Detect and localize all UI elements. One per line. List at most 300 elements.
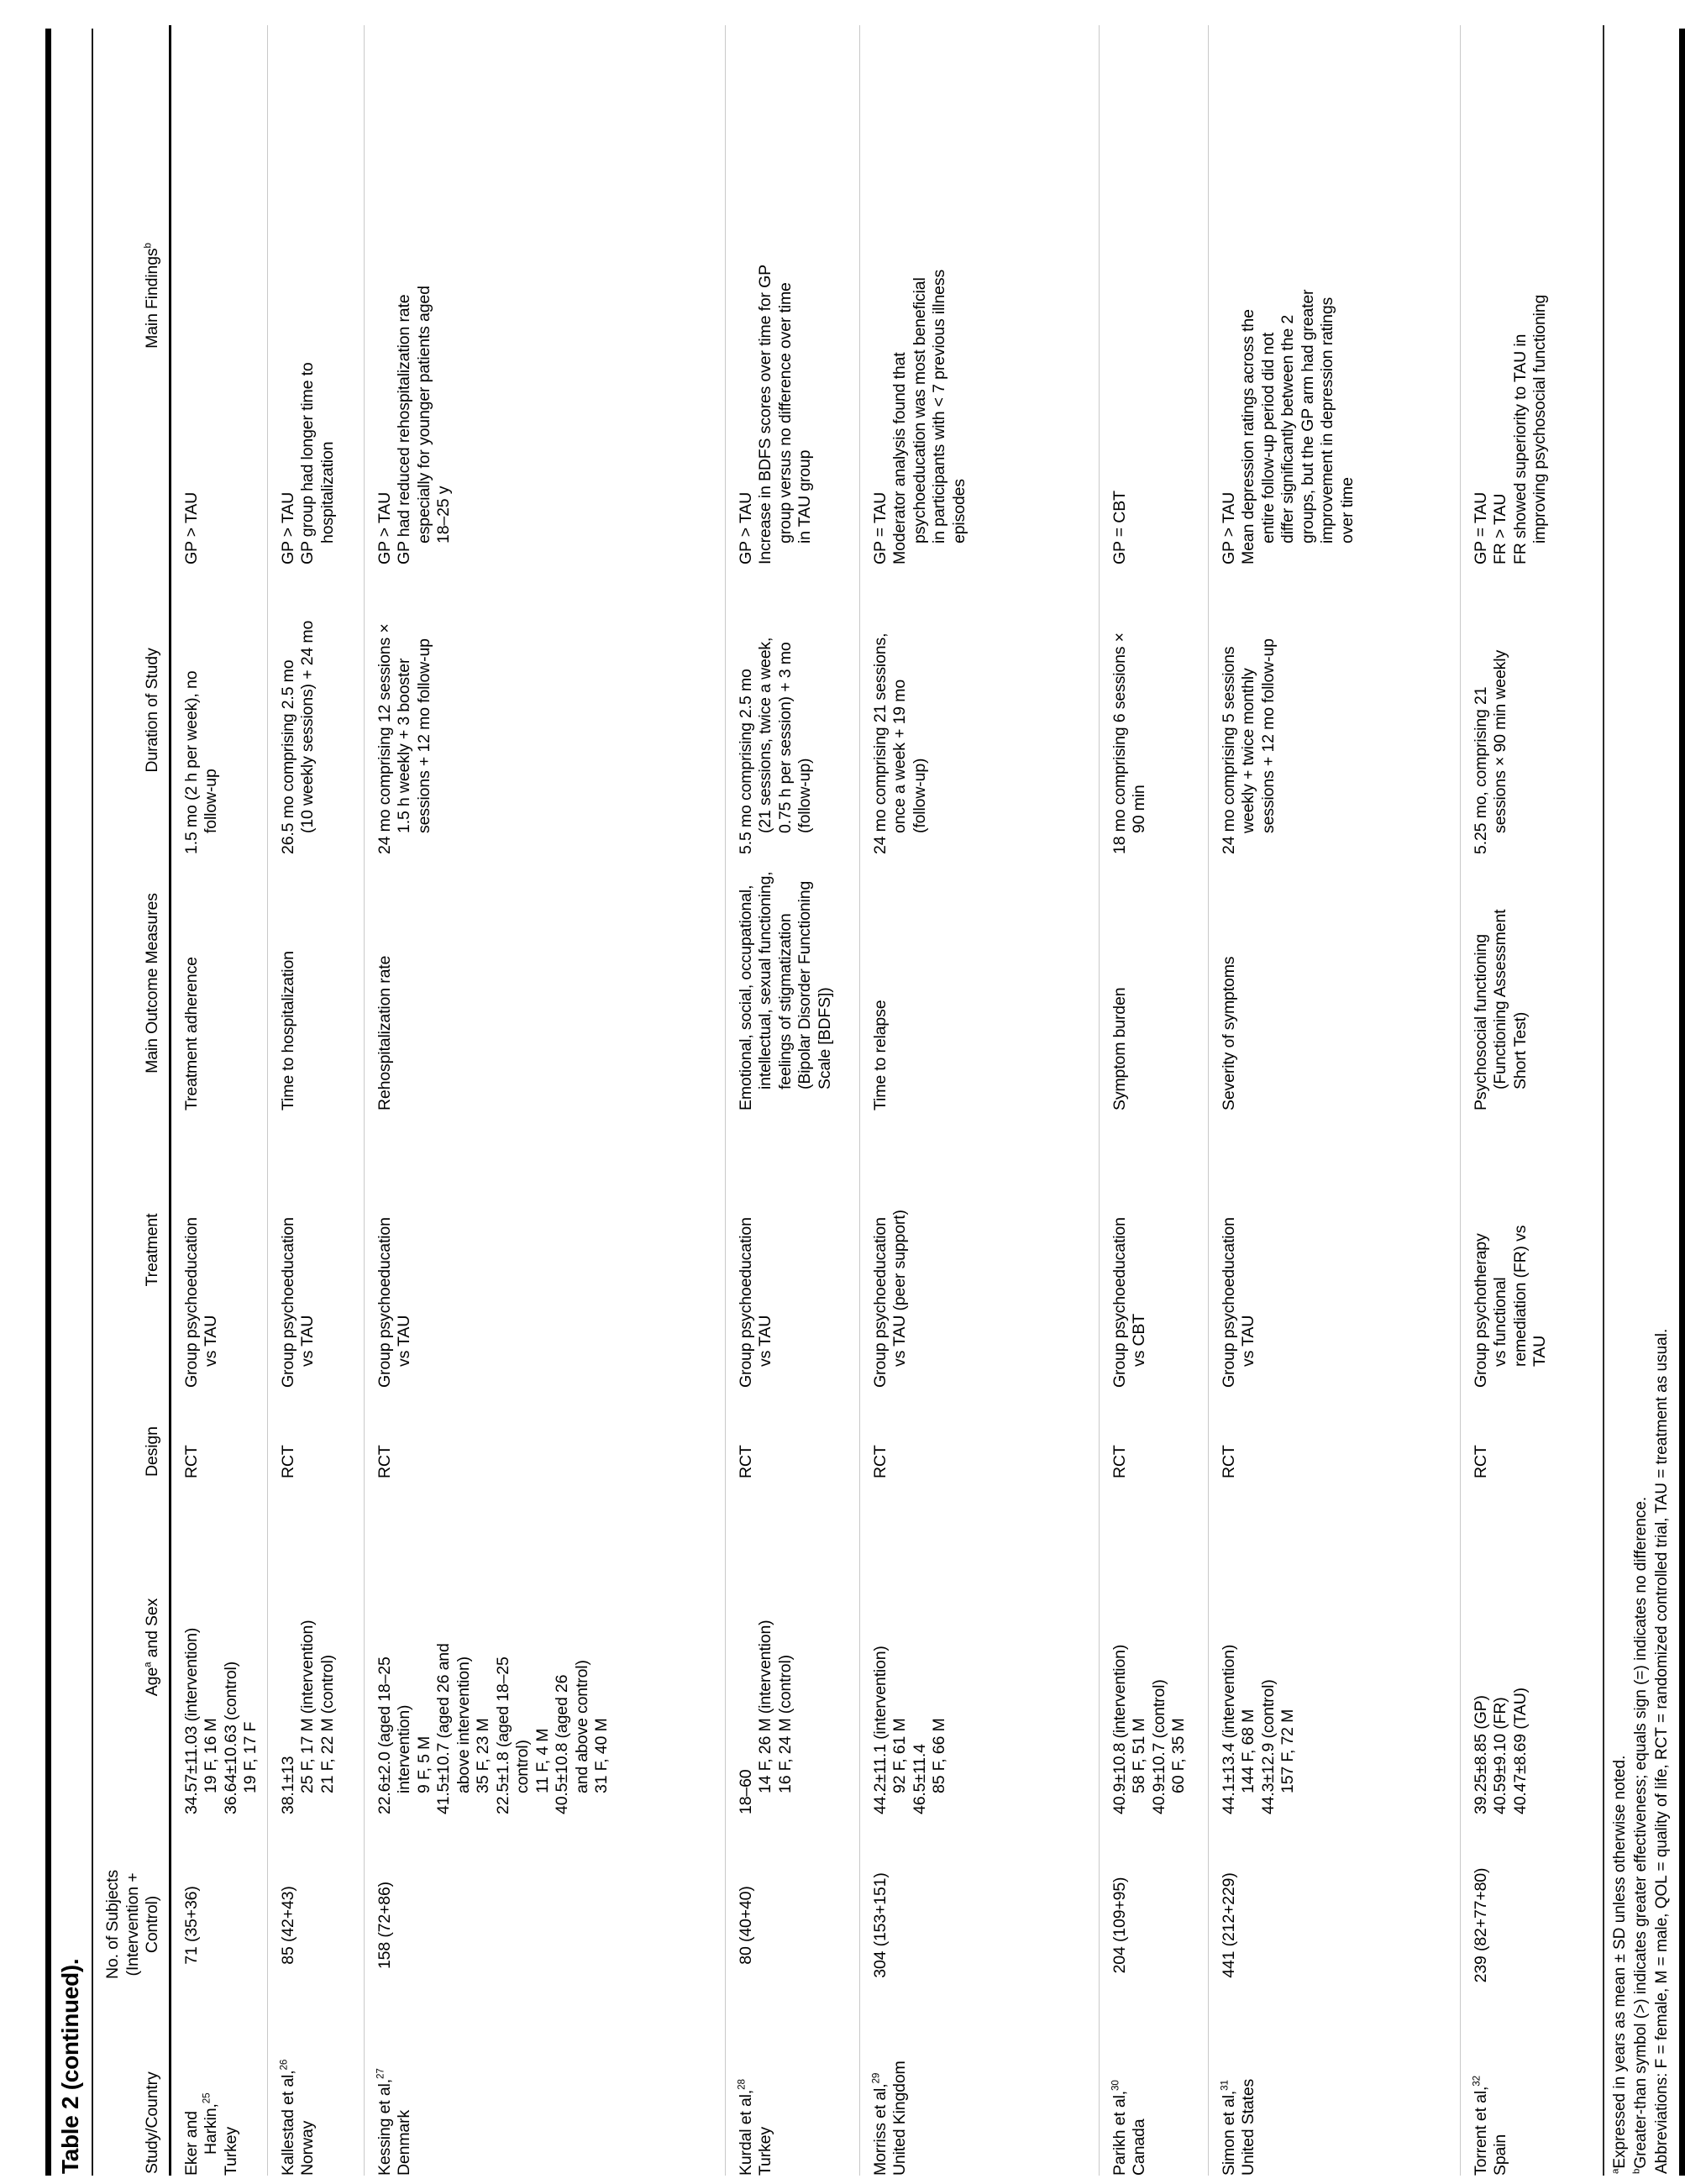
line-text: weekly + twice monthly (1239, 668, 1257, 833)
line-text: Harkin, (202, 2103, 220, 2155)
table-row (859, 25, 1099, 2176)
cell-age-sex (267, 1478, 364, 1814)
duration-line (298, 568, 318, 854)
cell-design (267, 1388, 364, 1478)
study-name-line (871, 2036, 891, 2176)
treatment-line (1239, 1114, 1259, 1388)
line-text: Treatment adherence (181, 957, 201, 1110)
cell-subjects (725, 1814, 859, 2033)
line-text: Group psychoeducation (278, 1217, 297, 1388)
line-text: Mean depression ratings across the (1239, 309, 1257, 564)
line-text: sessions + 12 mo follow-up (1258, 638, 1278, 833)
finding-line (737, 29, 757, 564)
duration-line (1491, 568, 1511, 854)
finding-line (1299, 29, 1319, 564)
duration-line (1220, 568, 1240, 854)
cell-main-findings (170, 25, 267, 564)
col-header-main-findings (93, 25, 170, 564)
line-text: 157 F, 72 M (1278, 1709, 1297, 1793)
age-sex-line (241, 1482, 261, 1814)
footnote-text: Expressed in years as mean ± SD unless otherwise noted. (1610, 1755, 1629, 2169)
footnote-marker: b (1631, 2168, 1642, 2174)
line-text: Time to hospitalization (278, 951, 297, 1110)
cell-subjects (267, 1814, 364, 2033)
finding-line (1259, 29, 1279, 564)
line-text: control) (513, 1740, 532, 1793)
line-text: Turkey (221, 2127, 240, 2176)
line-text: 40.59±9.10 (FR) (1491, 1697, 1509, 1814)
line-text: remediation (FR) vs (1510, 1225, 1530, 1367)
duration-line (279, 568, 299, 854)
line-text: Psychosocial functioning (1471, 934, 1490, 1110)
cell-subjects (1099, 1814, 1208, 2033)
cell-main-findings (267, 25, 364, 564)
study-country (222, 2036, 242, 2176)
subjects-value: 204 (109+95) (1110, 1877, 1129, 1974)
cell-study-country (859, 2033, 1099, 2176)
age-sex-line (182, 1482, 202, 1814)
treatment-line (1491, 1114, 1511, 1388)
line-text: Denmark (395, 2109, 413, 2176)
age-sex-line (1150, 1482, 1170, 1814)
study-name-line (279, 2036, 299, 2176)
treatment-line (375, 1114, 396, 1388)
treatment-line (395, 1114, 415, 1388)
cell-outcome-measures (725, 854, 859, 1110)
cell-duration (267, 564, 364, 854)
age-sex-line (513, 1482, 533, 1814)
age-sex-line (279, 1482, 299, 1814)
treatment-line (871, 1114, 891, 1388)
line-text: Group psychoeducation (375, 1217, 394, 1388)
age-sex-line (434, 1482, 454, 1814)
design-value: RCT (375, 1445, 394, 1478)
design-value: RCT (1219, 1445, 1238, 1478)
finding-line (871, 29, 891, 564)
line-text: group versus no difference over time (775, 282, 795, 543)
cell-study-country (364, 2033, 725, 2176)
design-value: RCT (181, 1445, 201, 1478)
finding-line (776, 29, 796, 564)
header-label: Design (143, 1426, 161, 1477)
cell-design (725, 1388, 859, 1478)
finding-line (1278, 29, 1299, 564)
duration-line (911, 568, 931, 854)
cell-duration (859, 564, 1099, 854)
line-text: Symptom burden (1110, 987, 1129, 1110)
line-text: (Functioning Assessment (1491, 909, 1509, 1089)
cell-outcome-measures (1099, 854, 1208, 1110)
cell-design (364, 1388, 725, 1478)
age-sex-line (871, 1482, 891, 1814)
line-text: 144 F, 68 M (1239, 1709, 1257, 1793)
finding-line (375, 29, 396, 564)
study-country (1491, 2036, 1511, 2176)
design-value: RCT (736, 1445, 755, 1478)
cell-design (1208, 1388, 1460, 1478)
header-label: Age (143, 1667, 161, 1697)
line-text: Spain (1491, 2134, 1509, 2176)
cell-duration (1208, 564, 1460, 854)
line-text: 40.9±10.7 (control) (1149, 1679, 1168, 1814)
duration-line (871, 568, 891, 854)
finding-line (890, 29, 911, 564)
line-text: 5.25 mo, comprising 21 (1471, 686, 1490, 854)
treatment-line (202, 1114, 222, 1388)
finding-line (1511, 29, 1531, 564)
cell-design (859, 1388, 1099, 1478)
design-value: RCT (278, 1445, 297, 1478)
duration-line (1130, 568, 1150, 854)
age-sex-line (911, 1482, 931, 1814)
line-text: GP > TAU (181, 491, 201, 564)
line-text: 60 F, 35 M (1169, 1718, 1188, 1793)
line-text: GP = CBT (1110, 491, 1129, 564)
age-sex-line (592, 1482, 612, 1814)
line-text: in TAU group (795, 449, 814, 543)
design-value: RCT (870, 1445, 890, 1478)
line-text: Group psychoeducation (181, 1217, 201, 1388)
cell-outcome-measures (170, 854, 267, 1110)
line-text: 24 mo comprising 5 sessions (1219, 646, 1238, 854)
line-text: vs TAU (756, 1315, 774, 1367)
header-label: Study/Country (143, 2071, 161, 2174)
finding-line (756, 29, 776, 564)
cell-subjects (364, 1814, 725, 2033)
age-sex-line (454, 1482, 475, 1814)
line-text: Norway (298, 2120, 317, 2176)
line-text: 58 F, 51 M (1130, 1718, 1148, 1793)
line-text: (follow-up) (795, 758, 814, 833)
cell-subjects (170, 1814, 267, 2033)
age-sex-line (222, 1482, 242, 1814)
cell-duration (725, 564, 859, 854)
line-text: vs CBT (1130, 1313, 1148, 1367)
line-text: 25 F, 17 M (intervention) (298, 1620, 317, 1793)
cell-design (170, 1388, 267, 1478)
duration-line (1239, 568, 1259, 854)
cell-duration (364, 564, 725, 854)
footnote-marker: a (1610, 2168, 1621, 2174)
line-text: United States (1239, 2078, 1257, 2176)
cell-main-findings (1460, 25, 1604, 564)
line-text: 18–60 (736, 1769, 755, 1814)
line-text: Group psychoeducation (1110, 1217, 1129, 1388)
duration-line (776, 568, 796, 854)
cell-treatment (1208, 1110, 1460, 1388)
outcome-line (871, 858, 891, 1110)
header-line: No. of Subjects (103, 1870, 122, 1979)
line-text: Time to relapse (870, 1000, 890, 1110)
age-sex-line (415, 1482, 435, 1814)
superscript-ref: 26 (278, 2059, 289, 2071)
cell-outcome-measures (859, 854, 1099, 1110)
cell-subjects (1208, 1814, 1460, 2033)
line-text: vs TAU (298, 1315, 317, 1367)
line-text: psychoeducation was most beneficial (910, 277, 929, 543)
cell-treatment (859, 1110, 1099, 1388)
cell-main-findings (1099, 25, 1208, 564)
study-name-line (737, 2036, 757, 2176)
duration-line (395, 568, 415, 854)
line-text: 90 min (1130, 785, 1148, 833)
line-text: once a week + 19 mo (890, 679, 909, 833)
outcome-line (1110, 858, 1131, 1110)
outcome-line (737, 858, 757, 1110)
col-header-study-country (93, 2033, 170, 2176)
finding-line (1530, 29, 1551, 564)
study-country (756, 2036, 776, 2176)
finding-line (795, 29, 816, 564)
line-text: Parikh et al, (1110, 2090, 1129, 2176)
cell-main-findings (725, 25, 859, 564)
line-text: 31 F, 40 M (592, 1718, 611, 1793)
superscript-ref: 30 (1110, 2080, 1121, 2091)
line-text: intervention) (395, 1704, 413, 1793)
footnote (1651, 29, 1672, 2174)
line-text: 40.47±8.69 (TAU) (1510, 1687, 1530, 1814)
line-text: 92 F, 61 M (890, 1718, 909, 1793)
finding-line (434, 29, 454, 564)
treatment-line (756, 1114, 776, 1388)
duration-line (795, 568, 816, 854)
col-header-subjects (93, 1814, 170, 2033)
cell-treatment (267, 1110, 364, 1388)
cell-outcome-measures (364, 854, 725, 1110)
line-text: and above control) (572, 1660, 591, 1793)
line-text: 21 F, 22 M (control) (318, 1655, 337, 1793)
line-text: GP > TAU (1219, 491, 1238, 564)
treatment-line (1472, 1114, 1492, 1388)
age-sex-line (1110, 1482, 1131, 1814)
age-sex-line (737, 1482, 757, 1814)
line-text: 0.75 h per session) + 3 mo (775, 642, 795, 833)
line-text: 19 F, 17 F (241, 1721, 260, 1793)
cell-age-sex (859, 1478, 1099, 1814)
finding-line (1491, 29, 1511, 564)
line-text: Kessing et al, (375, 2079, 394, 2176)
treatment-line (1511, 1114, 1531, 1388)
line-text: 18 mo comprising 6 sessions × (1110, 633, 1129, 854)
duration-line (1259, 568, 1279, 854)
line-text: 35 F, 23 M (474, 1718, 492, 1793)
line-text: 1.5 mo (2 h per week), no (181, 670, 201, 854)
header-label: and Sex (143, 1598, 161, 1662)
finding-line (182, 29, 202, 564)
top-rule (45, 29, 51, 2176)
cell-design (1460, 1388, 1604, 1478)
age-sex-line (756, 1482, 776, 1814)
finding-line (1472, 29, 1492, 564)
age-sex-line (890, 1482, 911, 1814)
treatment-line (1130, 1114, 1150, 1388)
line-text: GP had reduced rehospitalization rate (395, 294, 413, 564)
line-text: Group psychotherapy (1471, 1233, 1490, 1388)
line-text: vs functional (1491, 1277, 1509, 1367)
line-text: over time (1337, 477, 1357, 543)
line-text: 40.5±10.8 (aged 26 (553, 1674, 571, 1814)
line-text: 1.5 h weekly + 3 booster (395, 658, 413, 833)
line-text: episodes (949, 479, 968, 543)
table-row (267, 25, 364, 2176)
line-text: improvement in depression ratings (1318, 297, 1336, 543)
line-text: vs TAU (202, 1315, 220, 1367)
col-header-age-sex (93, 1478, 170, 1814)
line-text: 41.5±10.7 (aged 26 and (434, 1643, 453, 1814)
cell-main-findings (859, 25, 1099, 564)
header-label: Duration of Study (143, 648, 161, 773)
subjects-value: 304 (153+151) (870, 1872, 890, 1978)
age-sex-line (298, 1482, 318, 1814)
line-text: 46.5±11.4 (910, 1744, 929, 1814)
subjects-value: 239 (82+77+80) (1471, 1867, 1490, 1983)
cell-design (1099, 1388, 1208, 1478)
line-text: United Kingdom (890, 2061, 909, 2176)
studies-table (93, 25, 1604, 2176)
cell-age-sex (364, 1478, 725, 1814)
line-text: follow-up (202, 769, 220, 833)
design-value: RCT (1471, 1445, 1490, 1478)
finding-line (1220, 29, 1240, 564)
study-name-line (1220, 2036, 1240, 2176)
age-sex-line (930, 1482, 950, 1814)
duration-line (756, 568, 776, 854)
age-sex-line (1472, 1482, 1492, 1814)
table-row (1208, 25, 1460, 2176)
line-text: sessions × 90 min weekly (1491, 649, 1509, 833)
superscript-ref: 25 (201, 2092, 213, 2104)
finding-line (911, 29, 931, 564)
line-text: GP > TAU (278, 491, 297, 564)
cell-main-findings (364, 25, 725, 564)
treatment-line (1530, 1114, 1551, 1388)
study-country (1239, 2036, 1259, 2176)
table-header (93, 25, 170, 2176)
line-text: Torrent et al, (1471, 2086, 1490, 2176)
finding-line (395, 29, 415, 564)
age-sex-line (1259, 1482, 1279, 1814)
age-sex-line (1130, 1482, 1150, 1814)
line-text: 85 F, 66 M (930, 1718, 948, 1793)
cell-treatment (725, 1110, 859, 1388)
col-header-outcome-measures (93, 854, 170, 1110)
footnotes (1604, 29, 1679, 2176)
subjects-value: 158 (72+86) (375, 1881, 394, 1970)
age-sex-line (318, 1482, 339, 1814)
outcome-line (816, 858, 836, 1110)
table-row (170, 25, 267, 2176)
outcome-line (1220, 858, 1240, 1110)
age-sex-line (202, 1482, 222, 1814)
cell-treatment (1099, 1110, 1208, 1388)
line-text: hospitalization (318, 441, 337, 543)
design-value: RCT (1110, 1445, 1129, 1478)
line-text: 44.1±13.4 (intervention) (1219, 1644, 1238, 1814)
cell-study-country (1460, 2033, 1604, 2176)
finding-line (318, 29, 339, 564)
superscript-b: b (142, 243, 154, 249)
table-block (45, 29, 1685, 2176)
line-text: 14 F, 26 M (intervention) (756, 1620, 774, 1793)
line-text: 11 F, 4 M (533, 1728, 552, 1793)
outcome-line (1511, 858, 1531, 1110)
col-header-treatment (93, 1110, 170, 1388)
line-text: 5.5 mo comprising 2.5 mo (736, 669, 755, 854)
subjects-value: 85 (42+43) (278, 1886, 297, 1965)
age-sex-line (573, 1482, 593, 1814)
outcome-line (795, 858, 816, 1110)
finding-line (1338, 29, 1358, 564)
footnote (1630, 29, 1651, 2174)
line-text: Emotional, social, occupational, (736, 885, 755, 1110)
line-text: in participants with < 7 previous illness (930, 269, 948, 543)
line-text: 34.57±11.03 (intervention) (181, 1627, 201, 1814)
outcome-line (375, 858, 396, 1110)
header-label: Main Outcome Measures (143, 893, 161, 1074)
cell-study-country (725, 2033, 859, 2176)
line-text: FR showed superiority to TAU in (1510, 333, 1530, 564)
line-text: GP = TAU (1471, 491, 1490, 564)
cell-duration (1460, 564, 1604, 854)
line-text: (10 weekly sessions) + 24 mo (298, 620, 317, 833)
line-text: Group psychoeducation (736, 1217, 755, 1388)
treatment-line (1110, 1114, 1131, 1388)
cell-treatment (170, 1110, 267, 1388)
age-sex-line (1239, 1482, 1259, 1814)
age-sex-line (1491, 1482, 1511, 1814)
cell-age-sex (1099, 1478, 1208, 1814)
line-text: vs TAU (395, 1315, 413, 1367)
age-sex-line (494, 1482, 514, 1814)
cell-main-findings (1208, 25, 1460, 564)
study-country (1130, 2036, 1150, 2176)
line-text: Simon et al, (1219, 2090, 1238, 2176)
line-text: above intervention) (454, 1656, 473, 1793)
header-line: Control) (143, 1895, 161, 1954)
line-text: 18–25 y (434, 486, 453, 543)
treatment-line (1220, 1114, 1240, 1388)
line-text: (Bipolar Disorder Functioning (795, 880, 814, 1089)
line-text: GP > TAU (736, 491, 755, 564)
line-text: Rehospitalization rate (375, 955, 394, 1110)
cell-outcome-measures (1460, 854, 1604, 1110)
outcome-line (756, 858, 776, 1110)
line-text: feelings of stigmatization (775, 913, 795, 1089)
age-sex-line (1220, 1482, 1240, 1814)
study-name-line (182, 2036, 202, 2176)
superscript-ref: 31 (1219, 2080, 1230, 2091)
table-body (170, 25, 1604, 2176)
line-text: 24 mo comprising 21 sessions, (870, 633, 890, 854)
cell-study-country (1208, 2033, 1460, 2176)
line-text: (follow-up) (910, 758, 929, 833)
cell-treatment (364, 1110, 725, 1388)
header-label: Main Findings (143, 248, 161, 349)
cell-age-sex (725, 1478, 859, 1814)
table-row (725, 25, 859, 2176)
line-text: improving psychosocial functioning (1530, 294, 1549, 543)
age-sex-line (474, 1482, 494, 1814)
cell-duration (1099, 564, 1208, 854)
line-text: Canada (1130, 2118, 1148, 2176)
col-header-duration (93, 564, 170, 854)
age-sex-line (533, 1482, 554, 1814)
treatment-line (737, 1114, 757, 1388)
line-text: vs TAU (peer support) (890, 1210, 909, 1367)
cell-age-sex (1208, 1478, 1460, 1814)
age-sex-line (776, 1482, 796, 1814)
footnote-text: Abbreviations: F = female, M = male, QOL = quality of life, RCT = randomized controlled trial, TAU = treatment as usual. (1652, 1328, 1671, 2174)
